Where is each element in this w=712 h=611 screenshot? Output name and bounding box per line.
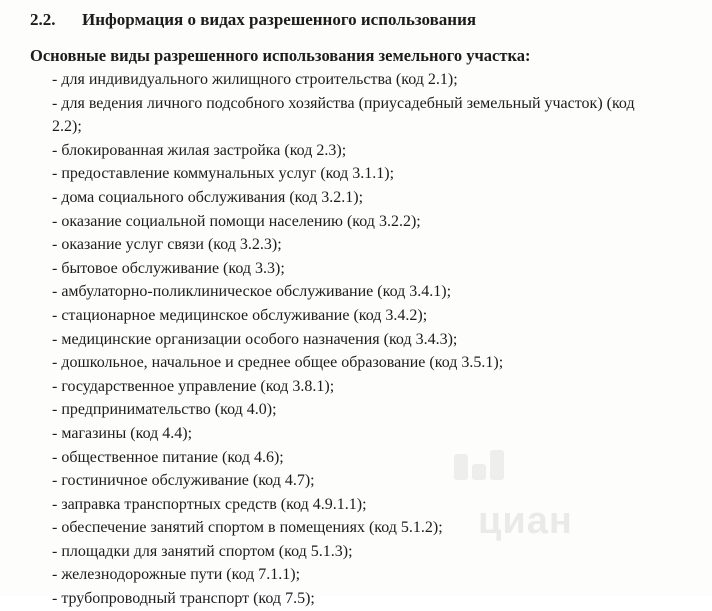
list-item: - стационарное медицинское обслуживание (код 3.4.2); xyxy=(52,306,428,324)
list-item: - предпринимательство (код 4.0); xyxy=(52,401,277,419)
list-item: - обеспечение занятий спортом в помещениях (код 5.1.2); xyxy=(52,519,443,537)
list-item: - железнодорожные пути (код 7.1.1); xyxy=(52,566,301,584)
list-item: - для ведения личного подсобного хозяйства (приусадебный земельный участок) (код 2.2); xyxy=(52,94,635,136)
list-item: - оказание социальной помощи населению (код 3.2.2); xyxy=(52,212,421,230)
list-item: - оказание услуг связи (код 3.2.3); xyxy=(52,236,282,254)
watermark-text: циан xyxy=(478,500,573,542)
list-item: - трубопроводный транспорт (код 7.5); xyxy=(52,590,315,608)
list-item: - заправка транспортных средств (код 4.9.1.1); xyxy=(52,495,367,513)
list-item: - государственное управление (код 3.8.1); xyxy=(52,377,335,395)
section-title: Информация о видах разрешенного использования xyxy=(82,10,477,29)
list-item: - амбулаторно-поликлиническое обслуживание (код 3.4.1); xyxy=(52,283,452,301)
list-item: - гостиничное обслуживание (код 4.7); xyxy=(52,472,315,490)
list-item: - магазины (код 4.4); xyxy=(52,424,193,442)
section-heading xyxy=(30,10,476,30)
list-item: - медицинские организации особого назначения (код 3.4.3); xyxy=(52,330,458,348)
list-item: - площадки для занятий спортом (код 5.1.3); xyxy=(52,542,353,560)
list-item: - бытовое обслуживание (код 3.3); xyxy=(52,259,285,277)
list-item: - дома социального обслуживания (код 3.2.1); xyxy=(52,188,364,206)
list-item: - дошкольное, начальное и среднее общее образование (код 3.5.1); xyxy=(52,354,504,372)
list-item: - для индивидуального жилищного строительства (код 2.1); xyxy=(52,71,458,88)
list-item: - блокированная жилая застройка (код 2.3); xyxy=(52,141,347,159)
list-item: - предоставление коммунальных услуг (код 3.1.1); xyxy=(52,165,395,183)
section-number: 2.2. xyxy=(30,10,56,29)
list-heading: Основные виды разрешенного использования земельного участка: xyxy=(30,46,531,65)
list-item: - общественное питание (код 4.6); xyxy=(52,448,284,466)
